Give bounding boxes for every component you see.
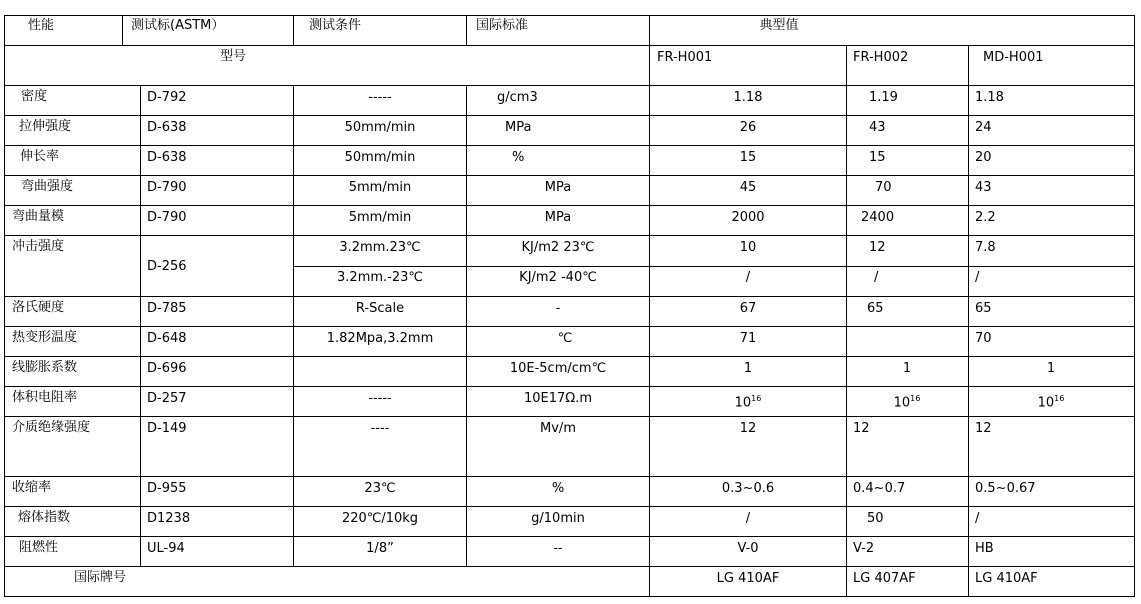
model-label: 型号 [220, 49, 247, 64]
value-cell-3: 2.2 [975, 210, 996, 225]
property-cell: 伸长率 [20, 149, 60, 164]
value-exponent: 16 [751, 394, 762, 403]
value-cell-1: 71 [739, 331, 757, 346]
header-test-condition: 测试条件 [309, 18, 362, 33]
value-base: 10 [734, 395, 752, 411]
model-2: FR-H002 [853, 50, 909, 65]
header-intl-standard: 国际标准 [476, 18, 529, 33]
value-cell-1: 15 [739, 150, 757, 165]
value-cell-1: 12 [739, 421, 757, 436]
property-cell: 阻燃性 [19, 540, 59, 555]
condition-cell: 50mm/min [344, 120, 416, 135]
astm-cell: D-648 [147, 331, 187, 346]
property-cell: 冲击强度 [12, 239, 65, 254]
value-cell-2: 0.4~0.7 [853, 481, 906, 496]
astm-cell: D-790 [147, 180, 187, 195]
property-cell: 弯曲强度 [21, 179, 74, 194]
value-cell-2 [894, 391, 921, 411]
value-cell-2: V-2 [853, 541, 875, 556]
value-cell-3: 1.18 [975, 90, 1004, 105]
value-cell-2: 1 [902, 361, 912, 376]
value-cell-3: 1 [1046, 361, 1056, 376]
header-test-standard: 测试标(ASTM） [131, 18, 225, 33]
value-cell-2: 65 [867, 301, 884, 316]
unit-cell: MPa [544, 180, 572, 195]
value-cell-1: / [745, 511, 751, 526]
value-cell-2: 15 [869, 150, 886, 165]
property-cell: 热变形温度 [12, 330, 78, 345]
astm-cell: D-696 [147, 361, 187, 376]
value-base: 10 [1037, 395, 1055, 411]
value-cell-3: / [975, 270, 980, 285]
value-cell-2: 70 [875, 180, 892, 195]
property-cell: 体积电阻率 [12, 390, 78, 405]
property-cell: 弯曲量模 [12, 209, 65, 224]
value-cell-2: 12 [853, 421, 870, 436]
astm-cell: D-955 [147, 481, 187, 496]
value-cell-2: 50 [867, 511, 884, 526]
value-cell-2: 1.19 [869, 90, 898, 105]
grade-cell-3: LG 410AF [975, 571, 1038, 586]
astm-cell: D-638 [147, 120, 187, 135]
property-cell: 熔体指数 [18, 510, 71, 525]
condition-cell: 220℃/10kg [341, 511, 419, 526]
unit-cell: % [551, 481, 565, 496]
value-cell-3: 20 [975, 150, 992, 165]
unit-cell: MPa [505, 120, 532, 135]
value-cell-1: V-0 [737, 541, 759, 556]
condition-cell: ----- [368, 391, 392, 406]
condition-cell: 23℃ [364, 481, 396, 496]
astm-cell: UL-94 [147, 541, 185, 556]
grade-cell-1: LG 410AF [716, 571, 780, 586]
unit-cell: -- [553, 541, 563, 556]
property-cell: 线膨胀系数 [12, 360, 78, 375]
property-cell: 介质绝缘强度 [12, 420, 91, 435]
unit-cell: Mv/m [540, 421, 576, 436]
condition-cell: 1/8” [366, 541, 394, 556]
value-cell-1: 1 [743, 361, 753, 376]
value-cell-1: 67 [739, 301, 757, 316]
value-cell-1: / [745, 270, 751, 285]
value-cell-1 [735, 391, 762, 411]
property-cell: 收缩率 [12, 480, 52, 495]
value-cell-3: / [975, 511, 980, 526]
astm-cell: D-256 [147, 259, 187, 274]
condition-cell: R-Scale [355, 301, 405, 316]
model-3: MD-H001 [983, 50, 1044, 65]
astm-cell: D-792 [147, 90, 187, 105]
value-exponent: 16 [910, 394, 921, 403]
grade-cell-2: LG 407AF [853, 571, 916, 586]
value-base: 10 [893, 395, 911, 411]
value-cell-1: 2000 [731, 210, 765, 225]
value-cell-1: 45 [739, 180, 757, 195]
value-cell-3: 0.5~0.67 [975, 481, 1036, 496]
condition-cell: 3.2mm.23℃ [339, 240, 421, 255]
property-cell: 洛氏硬度 [12, 300, 65, 315]
value-cell-3: 43 [975, 180, 992, 195]
astm-cell: D-149 [147, 421, 187, 436]
unit-cell: KJ/m2 23℃ [521, 240, 595, 255]
condition-cell: 1.82Mpa,3.2mm [326, 331, 434, 346]
grade-label: 国际牌号 [74, 570, 127, 585]
model-1: FR-H001 [657, 50, 713, 65]
astm-cell: D-257 [147, 391, 187, 406]
value-cell-3: 24 [975, 120, 992, 135]
astm-cell: D-638 [147, 150, 187, 165]
astm-cell: D-790 [147, 210, 187, 225]
astm-cell: D1238 [147, 511, 191, 526]
unit-cell: g/cm3 [497, 90, 538, 105]
condition-cell: ----- [368, 90, 392, 105]
value-exponent: 16 [1054, 394, 1065, 403]
value-cell-1: 0.3~0.6 [721, 481, 775, 496]
condition-cell: 50mm/min [344, 150, 416, 165]
value-cell-2: / [874, 270, 879, 285]
unit-cell: - [555, 301, 561, 316]
value-cell-1: 26 [739, 120, 757, 135]
condition-cell: 3.2mm.-23℃ [337, 270, 423, 285]
value-cell-2: 12 [869, 240, 886, 255]
value-cell-3 [1038, 391, 1065, 411]
value-cell-3: 12 [975, 421, 992, 436]
property-cell: 密度 [21, 89, 48, 104]
value-cell-3: 70 [975, 331, 992, 346]
value-cell-1: 1.18 [733, 90, 763, 105]
astm-cell: D-785 [147, 301, 187, 316]
value-cell-3: 7.8 [975, 240, 996, 255]
value-cell-3: 65 [975, 301, 992, 316]
condition-cell: ---- [370, 421, 390, 436]
value-cell-1: 10 [739, 240, 757, 255]
unit-cell: MPa [544, 210, 572, 225]
value-cell-2: 43 [869, 120, 886, 135]
unit-cell: ℃ [557, 331, 573, 346]
property-cell: 拉伸强度 [19, 119, 72, 134]
header-typical-value: 典型值 [759, 18, 799, 33]
unit-cell: % [512, 150, 525, 165]
condition-cell: 5mm/min [348, 180, 412, 195]
unit-cell: 10E-5cm/cm℃ [509, 361, 607, 376]
value-cell-3: HB [975, 541, 994, 556]
unit-cell: g/10min [531, 511, 585, 526]
unit-cell: KJ/m2 -40℃ [519, 270, 597, 285]
header-property: 性能 [28, 18, 55, 33]
unit-cell: 10E17Ω.m [523, 391, 593, 406]
condition-cell: 5mm/min [348, 210, 412, 225]
value-cell-2: 2400 [861, 210, 895, 225]
